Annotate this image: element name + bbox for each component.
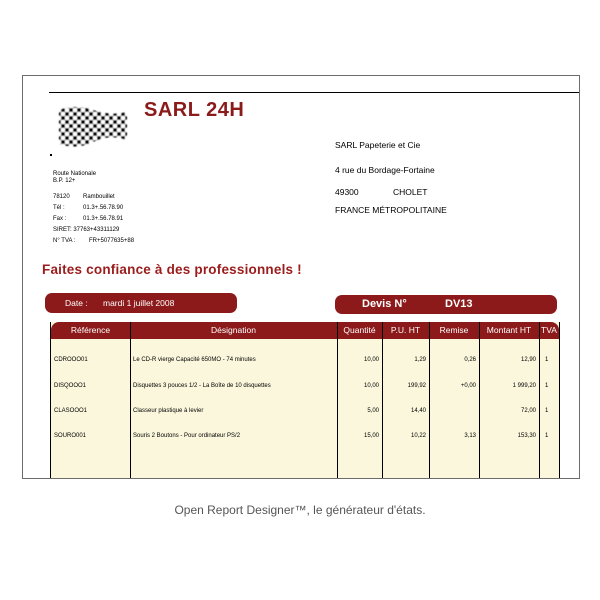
col-designation: Désignation xyxy=(211,325,256,335)
col-remise: Remise xyxy=(439,325,469,335)
row3-quantite: 5,00 xyxy=(367,408,379,414)
row1-reference: CDROOO01 xyxy=(54,357,88,363)
header-rule xyxy=(49,92,580,93)
col-montant-ht: Montant HT xyxy=(486,325,532,335)
sender-tel-label: Tél : xyxy=(53,205,65,211)
row2-montant: 1 999,20 xyxy=(512,383,536,389)
col-reference: Référence xyxy=(70,325,111,335)
client-country: FRANCE MÉTROPOLITAINE xyxy=(335,205,447,215)
sender-city: Rambouillet xyxy=(83,194,115,200)
row2-designation: Disquettes 3 pouces 1/2 - La Boîte de 10 disquettes xyxy=(133,383,271,389)
row4-reference: SOURO001 xyxy=(54,433,87,439)
row3-montant: 72,00 xyxy=(520,408,536,414)
company-name: SARL 24H xyxy=(144,99,245,121)
sender-line2: B.P. 12+ xyxy=(53,178,76,184)
row2-reference: DISQOOO1 xyxy=(54,383,87,389)
row1-tva: 1 xyxy=(545,357,549,363)
col-tva: TVA xyxy=(541,325,557,335)
row2-remise: +0,00 xyxy=(460,383,476,389)
row3-pu: 14,40 xyxy=(410,408,426,414)
sender-postal-code: 78120 xyxy=(53,194,70,200)
date-label: Date : xyxy=(65,298,88,308)
sender-tel: 01.3+.56.78.90 xyxy=(83,205,124,211)
date-box xyxy=(45,293,237,313)
client-street: 4 rue du Bordage-Fortaine xyxy=(335,165,435,175)
row1-montant: 12,90 xyxy=(520,357,536,363)
row4-tva: 1 xyxy=(545,433,549,439)
row4-quantite: 15,00 xyxy=(363,433,379,439)
row4-pu: 10,22 xyxy=(410,433,426,439)
devis-number: DV13 xyxy=(445,298,473,310)
row1-designation: Le CD-R vierge Capacité 650MO - 74 minutes xyxy=(133,357,256,363)
column-divider xyxy=(539,322,540,478)
slogan: Faites confiance à des professionnels ! xyxy=(42,262,302,277)
sender-tva-label: N° TVA : xyxy=(53,238,76,244)
dot-mark xyxy=(50,154,52,156)
col-pu-ht: P.U. HT xyxy=(390,325,421,335)
row1-remise: 0,26 xyxy=(464,357,476,363)
col-quantite: Quantité xyxy=(343,325,376,335)
report-preview xyxy=(22,75,580,479)
date-value: mardi 1 juillet 2008 xyxy=(103,298,175,308)
sender-fax: 01.3+.56.78.91 xyxy=(83,216,124,222)
devis-box xyxy=(335,295,557,314)
items-table xyxy=(50,322,560,478)
sender-tva: FR+5077635+88 xyxy=(89,238,135,244)
column-divider xyxy=(337,322,338,478)
row3-designation: Classeur plastique à levier xyxy=(133,408,204,414)
sender-line1: Route Nationale xyxy=(53,171,97,177)
row2-quantite: 10,00 xyxy=(363,383,379,389)
caption: Open Report Designer™, le générateur d'états. xyxy=(174,503,426,517)
row4-remise: 3,13 xyxy=(464,433,476,439)
column-divider xyxy=(479,322,480,478)
row1-pu: 1,29 xyxy=(414,357,426,363)
client-name: SARL Papeterie et Cie xyxy=(335,140,421,150)
column-divider xyxy=(382,322,383,478)
row2-tva: 1 xyxy=(545,383,549,389)
row3-tva: 1 xyxy=(545,408,549,414)
client-postal-code: 49300 xyxy=(335,187,359,197)
row4-designation: Souris 2 Boutons - Pour ordinateur PS/2 xyxy=(133,433,241,439)
table-header xyxy=(51,322,559,339)
client-city: CHOLET xyxy=(393,187,428,197)
devis-label: Devis N° xyxy=(362,298,407,310)
row3-reference: CLASOOO1 xyxy=(54,408,88,414)
sender-fax-label: Fax : xyxy=(53,216,67,222)
sender-siret: SIRET: 37763+43311129 xyxy=(53,227,120,233)
checkered-flag-logo xyxy=(57,104,129,150)
row2-pu: 199,92 xyxy=(407,383,426,389)
row1-quantite: 10,00 xyxy=(363,357,379,363)
column-divider xyxy=(130,322,131,478)
row4-montant: 153,30 xyxy=(517,433,536,439)
column-divider xyxy=(429,322,430,478)
